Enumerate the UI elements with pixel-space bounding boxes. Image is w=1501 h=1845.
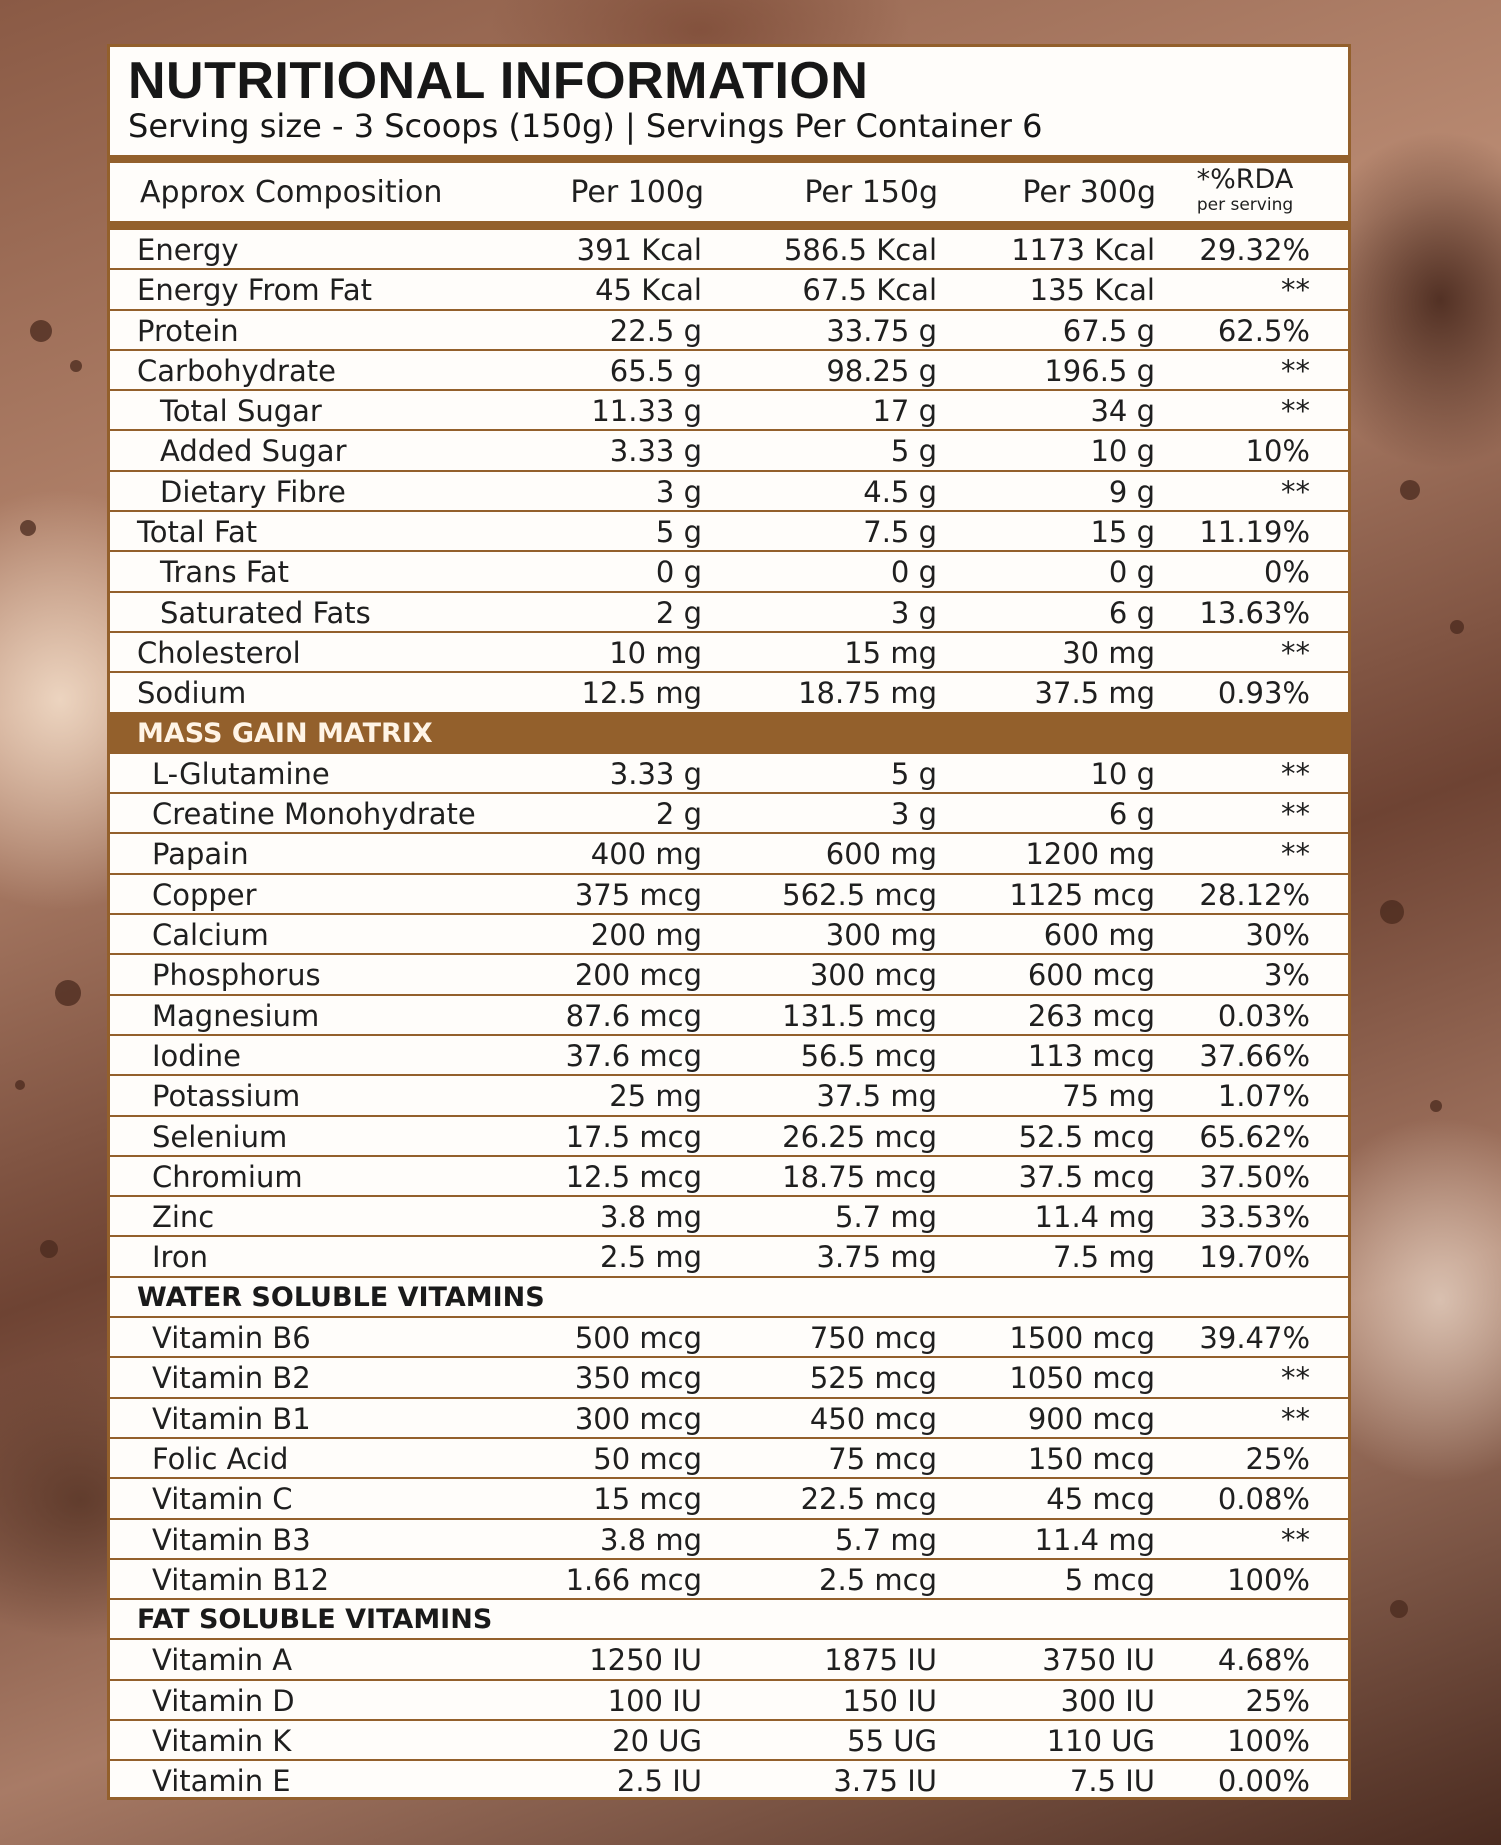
table-row [110, 1399, 1348, 1439]
value-per-100g: 2 g [655, 595, 702, 630]
value-per-100g: 65.5 g [609, 353, 702, 388]
value-rda: ** [1281, 797, 1310, 832]
value-per-300g: 30 mg [1062, 635, 1155, 670]
nutrient-name: Vitamin D [152, 1683, 295, 1718]
value-per-300g: 10 g [1090, 434, 1155, 469]
value-per-300g: 67.5 g [1062, 313, 1155, 348]
nutrient-name: Dietary Fibre [160, 474, 346, 509]
value-rda: 11.19% [1199, 515, 1310, 550]
value-rda: 28.12% [1199, 877, 1310, 912]
value-per-100g: 11.33 g [591, 394, 702, 429]
value-per-150g: 1875 IU [824, 1643, 937, 1678]
value-per-150g: 5.7 mg [835, 1200, 937, 1235]
value-rda: 1.07% [1217, 1079, 1310, 1114]
table-row [110, 1520, 1348, 1560]
value-per-300g: 7.5 mg [1053, 1240, 1155, 1275]
value-per-150g: 2.5 mcg [819, 1562, 937, 1597]
nutrient-name: Copper [152, 877, 257, 912]
value-per-150g: 17 g [872, 394, 937, 429]
value-per-150g: 450 mcg [809, 1401, 937, 1436]
value-per-100g: 1250 IU [589, 1643, 702, 1678]
nutrient-name: Carbohydrate [137, 353, 336, 388]
value-per-100g: 10 mg [609, 635, 702, 670]
value-per-300g: 600 mg [1043, 918, 1155, 953]
nutrient-name: Papain [152, 837, 249, 872]
value-per-150g: 15 mg [844, 635, 937, 670]
cocoa-speck [1380, 900, 1404, 924]
table-row [110, 915, 1348, 955]
value-per-300g: 150 mcg [1027, 1441, 1155, 1476]
value-per-150g: 67.5 Kcal [802, 273, 937, 308]
value-per-150g: 37.5 mg [816, 1079, 937, 1114]
value-per-300g: 1050 mcg [1009, 1361, 1155, 1396]
table-row [110, 673, 1348, 713]
nutrient-name: Folic Acid [152, 1441, 289, 1476]
value-rda: 37.50% [1199, 1159, 1310, 1194]
value-per-300g: 110 UG [1046, 1723, 1155, 1758]
page-title: NUTRITIONAL INFORMATION [128, 52, 869, 110]
nutrient-name: Total Fat [137, 515, 258, 550]
value-per-150g: 55 UG [847, 1723, 937, 1758]
value-per-150g: 22.5 mcg [800, 1482, 937, 1517]
value-per-100g: 3.8 mg [600, 1200, 702, 1235]
value-rda: 25% [1245, 1683, 1310, 1718]
value-rda: 100% [1227, 1723, 1310, 1758]
value-per-100g: 2.5 IU [616, 1764, 702, 1799]
value-per-300g: 900 mcg [1027, 1401, 1155, 1436]
cocoa-speck [55, 980, 81, 1006]
value-per-300g: 1173 Kcal [1011, 233, 1155, 267]
nutrient-name: Added Sugar [160, 434, 347, 469]
value-per-100g: 3.8 mg [600, 1522, 702, 1557]
value-per-300g: 1200 mg [1025, 837, 1155, 872]
nutrient-name: Creatine Monohydrate [152, 797, 476, 832]
header-divider [110, 221, 1348, 230]
table-row [110, 1157, 1348, 1197]
value-per-100g: 2.5 mg [600, 1240, 702, 1275]
nutrient-name: Zinc [152, 1200, 215, 1235]
value-per-150g: 33.75 g [826, 313, 937, 348]
table-row [110, 1439, 1348, 1479]
value-per-150g: 562.5 mcg [782, 877, 937, 912]
value-per-300g: 600 mcg [1027, 958, 1155, 993]
value-per-300g: 75 mg [1062, 1079, 1155, 1114]
value-rda: 0.00% [1217, 1764, 1310, 1799]
nutrient-name: Vitamin B6 [152, 1321, 311, 1356]
value-rda: 0.93% [1217, 676, 1310, 711]
nutrient-name: Protein [137, 313, 239, 348]
table-row [110, 552, 1348, 592]
value-rda: 65.62% [1199, 1119, 1310, 1154]
table-row [110, 1197, 1348, 1237]
value-rda: ** [1281, 837, 1310, 872]
nutrient-name: Total Sugar [160, 394, 322, 429]
header-per-100g: Per 100g [570, 175, 704, 210]
value-per-150g: 3 g [890, 797, 937, 832]
value-per-150g: 150 IU [842, 1683, 937, 1718]
value-rda: ** [1281, 394, 1310, 429]
value-per-100g: 20 UG [612, 1723, 702, 1758]
value-per-150g: 586.5 Kcal [783, 233, 937, 267]
value-rda: 13.63% [1199, 595, 1310, 630]
nutrient-name: Chromium [152, 1159, 303, 1194]
table-row [110, 1117, 1348, 1157]
nutrient-table [110, 230, 1348, 1802]
value-rda: ** [1281, 1401, 1310, 1436]
value-per-150g: 3 g [890, 595, 937, 630]
value-per-100g: 300 mcg [574, 1401, 702, 1436]
nutrient-name: Vitamin B12 [152, 1562, 330, 1597]
table-header [110, 163, 1348, 221]
value-per-100g: 2 g [655, 797, 702, 832]
value-per-300g: 300 IU [1060, 1683, 1155, 1718]
table-row [110, 996, 1348, 1036]
value-per-100g: 500 mcg [574, 1321, 702, 1356]
table-row [110, 1076, 1348, 1116]
value-per-150g: 18.75 mcg [782, 1159, 937, 1194]
nutrient-name: Vitamin K [152, 1723, 292, 1758]
value-per-100g: 3.33 g [609, 756, 702, 791]
cocoa-speck [30, 320, 52, 342]
value-per-100g: 17.5 mcg [565, 1119, 702, 1154]
value-per-150g: 56.5 mcg [800, 1038, 937, 1073]
section-header [110, 1278, 1348, 1318]
value-rda: 29.32% [1199, 233, 1310, 267]
value-rda: 100% [1227, 1562, 1310, 1597]
header-per-300g: Per 300g [1022, 175, 1156, 210]
value-rda: ** [1281, 1361, 1310, 1396]
serving-info: Serving size - 3 Scoops (150g) | Servings Per Container 6 [128, 107, 1043, 145]
value-rda: ** [1281, 474, 1310, 509]
value-per-100g: 400 mg [590, 837, 702, 872]
value-per-300g: 113 mcg [1027, 1038, 1155, 1073]
value-per-150g: 131.5 mcg [782, 998, 937, 1033]
value-rda: 30% [1245, 918, 1310, 953]
value-rda: 0% [1263, 555, 1310, 590]
value-per-300g: 3750 IU [1042, 1643, 1155, 1678]
value-per-100g: 12.5 mg [581, 676, 702, 711]
value-per-300g: 6 g [1108, 797, 1155, 832]
nutrition-panel [107, 44, 1351, 1800]
nutrient-name: Iodine [152, 1038, 241, 1073]
cocoa-speck [1400, 480, 1420, 500]
value-per-100g: 375 mcg [574, 877, 702, 912]
value-per-300g: 37.5 mg [1034, 676, 1155, 711]
nutrient-name: Vitamin B1 [152, 1401, 311, 1436]
nutrient-name: Cholesterol [137, 635, 301, 670]
value-per-150g: 26.25 mcg [782, 1119, 937, 1154]
value-rda: ** [1281, 353, 1310, 388]
nutrient-name: WATER SOLUBLE VITAMINS [137, 1281, 545, 1313]
value-per-100g: 391 Kcal [576, 233, 702, 267]
nutrient-name: Saturated Fats [160, 595, 371, 630]
value-per-300g: 0 g [1108, 555, 1155, 590]
value-per-100g: 50 mcg [593, 1441, 702, 1476]
table-row [110, 754, 1348, 794]
value-per-150g: 750 mcg [809, 1321, 937, 1356]
value-per-100g: 350 mcg [574, 1361, 702, 1396]
table-row [110, 1358, 1348, 1398]
value-per-150g: 600 mg [825, 837, 937, 872]
nutrient-name: Phosphorus [152, 958, 321, 993]
table-row [110, 1640, 1348, 1680]
value-per-300g: 37.5 mcg [1018, 1159, 1155, 1194]
header-divider [110, 155, 1348, 163]
value-per-150g: 3.75 mg [816, 1240, 937, 1275]
value-per-150g: 300 mcg [809, 958, 937, 993]
value-per-300g: 52.5 mcg [1018, 1119, 1155, 1154]
cocoa-speck [15, 1080, 25, 1090]
value-per-100g: 45 Kcal [595, 273, 702, 308]
nutrient-name: Potassium [152, 1079, 301, 1114]
nutrient-name: L-Glutamine [152, 756, 330, 791]
value-per-150g: 525 mcg [809, 1361, 937, 1396]
value-per-150g: 18.75 mg [798, 676, 937, 711]
section-header [110, 714, 1348, 754]
value-rda: 39.47% [1199, 1321, 1310, 1356]
value-per-100g: 87.6 mcg [565, 998, 702, 1033]
value-per-150g: 3.75 IU [833, 1764, 937, 1799]
value-rda: ** [1281, 1522, 1310, 1557]
value-per-300g: 263 mcg [1027, 998, 1155, 1033]
nutrient-name: MASS GAIN MATRIX [137, 717, 433, 749]
value-per-300g: 1125 mcg [1009, 877, 1155, 912]
cocoa-speck [70, 360, 82, 372]
header-rda [1180, 165, 1310, 215]
nutrient-name: Trans Fat [160, 555, 290, 590]
value-per-100g: 37.6 mcg [565, 1038, 702, 1073]
nutrient-name: Vitamin B2 [152, 1361, 311, 1396]
value-rda: 0.08% [1217, 1482, 1310, 1517]
cocoa-speck [1390, 1600, 1408, 1618]
section-header [110, 1600, 1348, 1640]
table-row [110, 472, 1348, 512]
table-row [110, 834, 1348, 874]
nutrient-name: Selenium [152, 1119, 288, 1154]
value-per-100g: 200 mg [590, 918, 702, 953]
value-per-100g: 3.33 g [609, 434, 702, 469]
nutrient-name: Energy From Fat [137, 273, 372, 308]
value-per-300g: 11.4 mg [1034, 1522, 1155, 1557]
value-per-100g: 3 g [655, 474, 702, 509]
value-per-300g: 34 g [1090, 394, 1155, 429]
value-per-300g: 7.5 IU [1069, 1764, 1155, 1799]
table-row [110, 1318, 1348, 1358]
value-rda: 0.03% [1217, 998, 1310, 1033]
table-row [110, 270, 1348, 310]
value-per-150g: 4.5 g [863, 474, 937, 509]
value-per-100g: 200 mcg [574, 958, 702, 993]
value-per-300g: 15 g [1090, 515, 1155, 550]
value-per-150g: 0 g [890, 555, 937, 590]
nutrient-name: Sodium [137, 676, 247, 711]
header-rda-label: *%RDA [1196, 164, 1294, 195]
value-rda: ** [1281, 273, 1310, 308]
value-rda: 25% [1245, 1441, 1310, 1476]
value-per-100g: 15 mcg [593, 1482, 702, 1517]
value-per-100g: 1.66 mcg [565, 1562, 702, 1597]
value-per-100g: 22.5 g [609, 313, 702, 348]
value-per-150g: 75 mcg [828, 1441, 937, 1476]
table-row [110, 1560, 1348, 1600]
cocoa-speck [1430, 1100, 1442, 1112]
table-row [110, 351, 1348, 391]
value-rda: 62.5% [1217, 313, 1310, 348]
value-per-100g: 100 IU [607, 1683, 702, 1718]
value-per-100g: 12.5 mcg [565, 1159, 702, 1194]
value-rda: 19.70% [1199, 1240, 1310, 1275]
value-per-300g: 9 g [1108, 474, 1155, 509]
table-row [110, 512, 1348, 552]
value-per-300g: 11.4 mg [1034, 1200, 1155, 1235]
nutrient-name: Vitamin A [152, 1643, 293, 1678]
table-row [110, 391, 1348, 431]
value-per-100g: 25 mg [609, 1079, 702, 1114]
value-rda: ** [1281, 756, 1310, 791]
nutrient-name: Vitamin C [152, 1482, 293, 1517]
value-per-150g: 7.5 g [863, 515, 937, 550]
value-per-150g: 5 g [890, 756, 937, 791]
nutrient-name: Energy [137, 233, 239, 267]
value-per-300g: 6 g [1108, 595, 1155, 630]
table-row [110, 431, 1348, 471]
header-rda-sub: per serving [1196, 195, 1294, 215]
title-block [110, 47, 1348, 155]
table-row [110, 955, 1348, 995]
value-per-300g: 45 mcg [1046, 1482, 1155, 1517]
value-per-300g: 10 g [1090, 756, 1155, 791]
nutrient-name: Magnesium [152, 998, 320, 1033]
value-rda: 3% [1263, 958, 1310, 993]
cocoa-speck [1450, 620, 1464, 634]
table-row [110, 1237, 1348, 1277]
value-per-300g: 135 Kcal [1029, 273, 1155, 308]
nutrient-name: Iron [152, 1240, 208, 1275]
value-per-150g: 300 mg [825, 918, 937, 953]
table-row [110, 1681, 1348, 1721]
cocoa-speck [20, 520, 36, 536]
cocoa-speck [40, 1240, 58, 1258]
table-row [110, 633, 1348, 673]
value-per-300g: 1500 mcg [1009, 1321, 1155, 1356]
value-per-150g: 5.7 mg [835, 1522, 937, 1557]
nutrient-name: Vitamin E [152, 1764, 291, 1799]
value-rda: 10% [1245, 434, 1310, 469]
value-per-100g: 0 g [655, 555, 702, 590]
value-rda: ** [1281, 635, 1310, 670]
value-per-150g: 5 g [890, 434, 937, 469]
value-rda: 33.53% [1199, 1200, 1310, 1235]
header-composition: Approx Composition [140, 175, 443, 210]
value-rda: 37.66% [1199, 1038, 1310, 1073]
table-row [110, 1479, 1348, 1519]
table-row [110, 593, 1348, 633]
table-row [110, 1036, 1348, 1076]
value-per-300g: 5 mcg [1064, 1562, 1155, 1597]
nutrient-name: Calcium [152, 918, 269, 953]
table-row [110, 875, 1348, 915]
table-row [110, 1721, 1348, 1761]
value-rda: 4.68% [1217, 1643, 1310, 1678]
value-per-300g: 196.5 g [1044, 353, 1155, 388]
table-row [110, 311, 1348, 351]
value-per-150g: 98.25 g [826, 353, 937, 388]
value-per-100g: 5 g [655, 515, 702, 550]
table-row [110, 794, 1348, 834]
table-row [110, 1761, 1348, 1801]
nutrient-name: FAT SOLUBLE VITAMINS [137, 1604, 493, 1636]
table-row [110, 230, 1348, 270]
header-per-150g: Per 150g [804, 175, 938, 210]
nutrient-name: Vitamin B3 [152, 1522, 311, 1557]
